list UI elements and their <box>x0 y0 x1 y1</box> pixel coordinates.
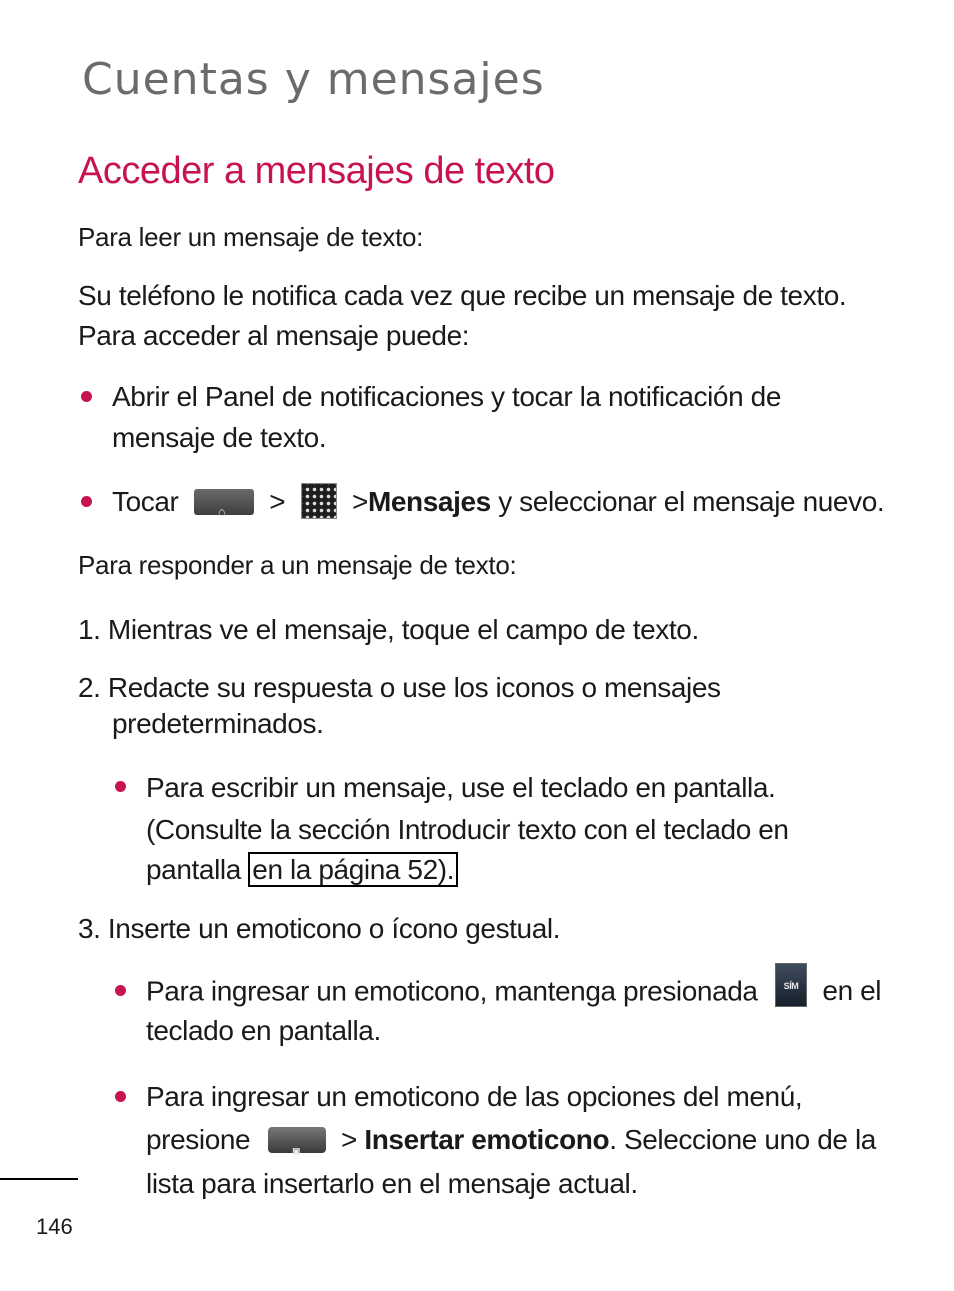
sub3-line-1: Para ingresar un emoticono de las opciones del menú, <box>146 1081 803 1112</box>
page-reference-link[interactable]: en la página 52). <box>248 852 458 887</box>
bullet-dot <box>81 496 92 507</box>
applications-icon <box>301 483 337 519</box>
reply-heading: Para responder a un mensaje de texto: <box>78 550 517 580</box>
section-title: Acceder a mensajes de texto <box>78 150 555 192</box>
bullet2-sep-1: > <box>269 486 286 517</box>
home-key-icon: ⌂ <box>194 489 254 515</box>
sub3-line-2-text: presione <box>146 1124 251 1155</box>
sub1-line-3 <box>146 850 458 890</box>
sub2-line-2: teclado en pantalla. <box>146 1015 381 1046</box>
sub3-line-2 <box>146 1120 876 1160</box>
bullet-dot <box>115 781 126 792</box>
sub2-line-1 <box>146 971 881 1015</box>
sub1-line-2: (Consulte la sección Introducir texto con el teclado en <box>146 814 789 845</box>
step-2-line-2: predeterminados. <box>112 708 324 739</box>
bullet1-line-2: mensaje de texto. <box>112 422 327 453</box>
intro-line-1: Su teléfono le notifica cada vez que recibe un mensaje de texto. <box>78 280 847 311</box>
sub3-sep: > <box>341 1124 357 1155</box>
step-1: 1. Mientras ve el mensaje, toque el campo de texto. <box>78 614 699 645</box>
bullet2 <box>112 482 884 522</box>
bullet2-mensajes: Mensajes <box>367 486 491 517</box>
sub1-line-3-text: pantalla <box>146 854 249 885</box>
sub3-insertar-emoticono: Insertar emoticono <box>364 1124 610 1155</box>
step-3: 3. Inserte un emoticono o ícono gestual. <box>78 913 561 944</box>
footer-rule <box>0 1178 78 1180</box>
bullet2-tocar: Tocar <box>112 486 179 517</box>
bullet1-line-1: Abrir el Panel de notificaciones y tocar la notificación de <box>112 381 782 412</box>
sub2-line-1-text: Para ingresar un emoticono, mantenga presionada <box>146 975 758 1007</box>
bullet2-sep-2: > <box>352 486 368 517</box>
bullet-dot <box>115 1091 126 1102</box>
bullet-dot <box>81 391 92 402</box>
step-2-line-1: 2. Redacte su respuesta o use los iconos o mensajes <box>78 672 721 703</box>
bullet-dot <box>115 985 126 996</box>
page-number: 146 <box>36 1214 73 1239</box>
sub2-line-1-end: en el <box>822 975 882 1007</box>
intro-line-2: Para acceder al mensaje puede: <box>78 320 470 351</box>
chapter-title: Cuentas y mensajes <box>82 54 545 105</box>
sub3-line-3: lista para insertarlo en el mensaje actual. <box>146 1168 638 1199</box>
menu-key-icon: ◙ <box>268 1127 326 1153</box>
sub1-line-1: Para escribir un mensaje, use el teclado en pantalla. <box>146 772 776 803</box>
read-heading: Para leer un mensaje de texto: <box>78 222 424 252</box>
bullet2-rest: y seleccionar el mensaje nuevo. <box>490 486 885 517</box>
sub3-line-2-rest: . Seleccione uno de la <box>609 1124 876 1155</box>
sim-key-icon: SÍM <box>775 963 807 1007</box>
